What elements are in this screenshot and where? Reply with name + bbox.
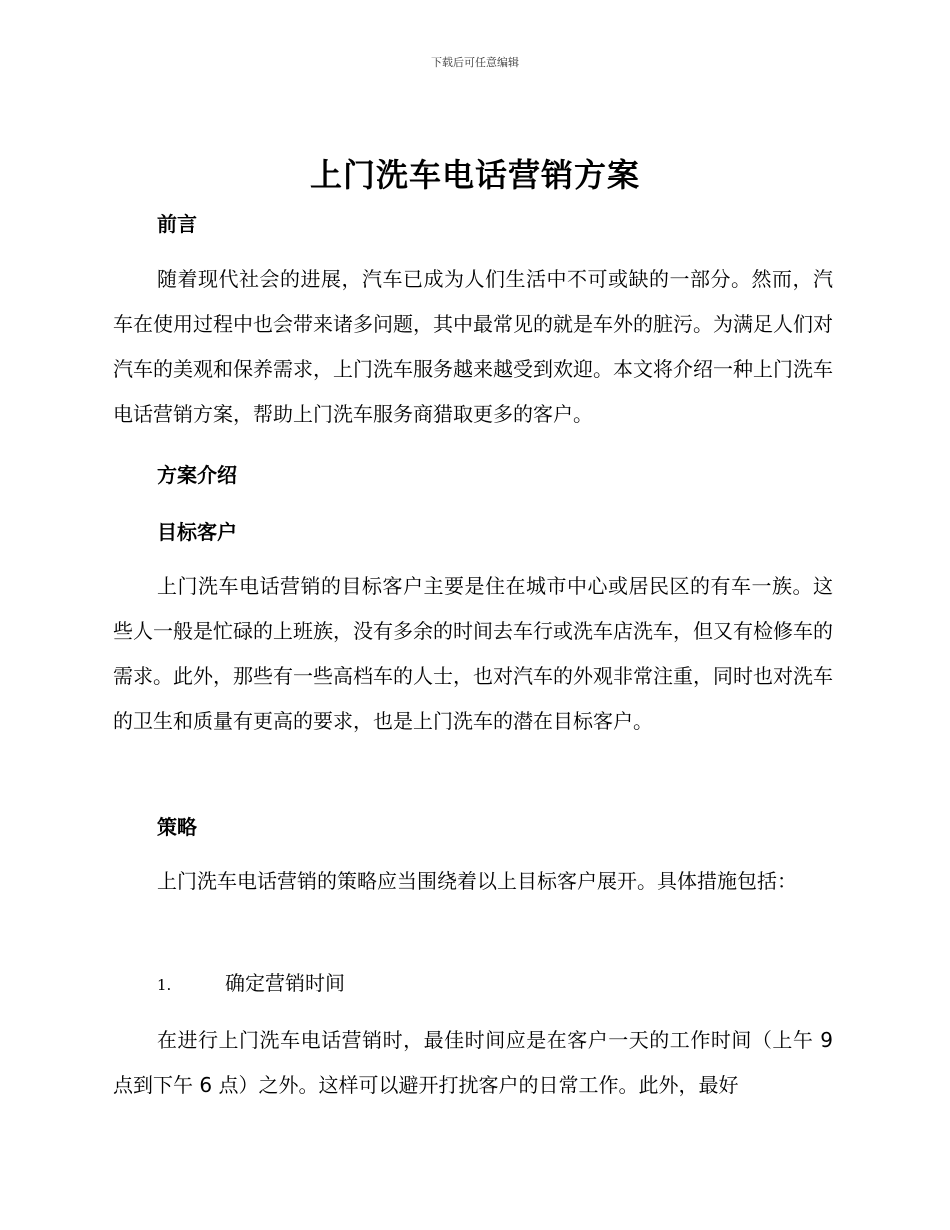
section-heading-intro: 方案介绍	[157, 463, 237, 487]
list-item-label: 确定营销时间	[225, 971, 345, 995]
paragraph-strategy: 上门洗车电话营销的策略应当围绕着以上目标客户展开。具体措施包括：	[157, 869, 797, 893]
list-item-number: 1.	[157, 976, 172, 994]
section-heading-strategy: 策略	[157, 815, 197, 839]
paragraph-preface: 随着现代社会的进展，汽车已成为人们生活中不可或缺的一部分。然而，汽车在使用过程中也会带来诸多问题，其中最常见的就是车外的脏污。为满足人们对汽车的美观和保养需求，上门洗车服务越来越受到欢迎。本文将介绍一种上门洗车电话营销方案，帮助上门洗车服务商猎取更多的客户。	[113, 267, 833, 426]
paragraph-timing: 在进行上门洗车电话营销时，最佳时间应是在客户一天的工作时间（上午 9 点到下午 6 点）之外。这样可以避开打扰客户的日常工作。此外，最好	[113, 1028, 833, 1097]
list-item	[157, 967, 345, 996]
section-heading-target: 目标客户	[157, 520, 237, 544]
paragraph-target: 上门洗车电话营销的目标客户主要是住在城市中心或居民区的有车一族。这些人一般是忙碌的上班族，没有多余的时间去车行或洗车店洗车，但又有检修车的需求。此外，那些有一些高档车的人士，也对汽车的外观非常注重，同时也对洗车的卫生和质量有更高的要求，也是上门洗车的潜在目标客户。	[113, 574, 833, 733]
section-heading-preface: 前言	[157, 212, 197, 236]
document-title: 上门洗车电话营销方案	[309, 156, 640, 194]
header-note: 下载后可任意编辑	[431, 56, 519, 69]
